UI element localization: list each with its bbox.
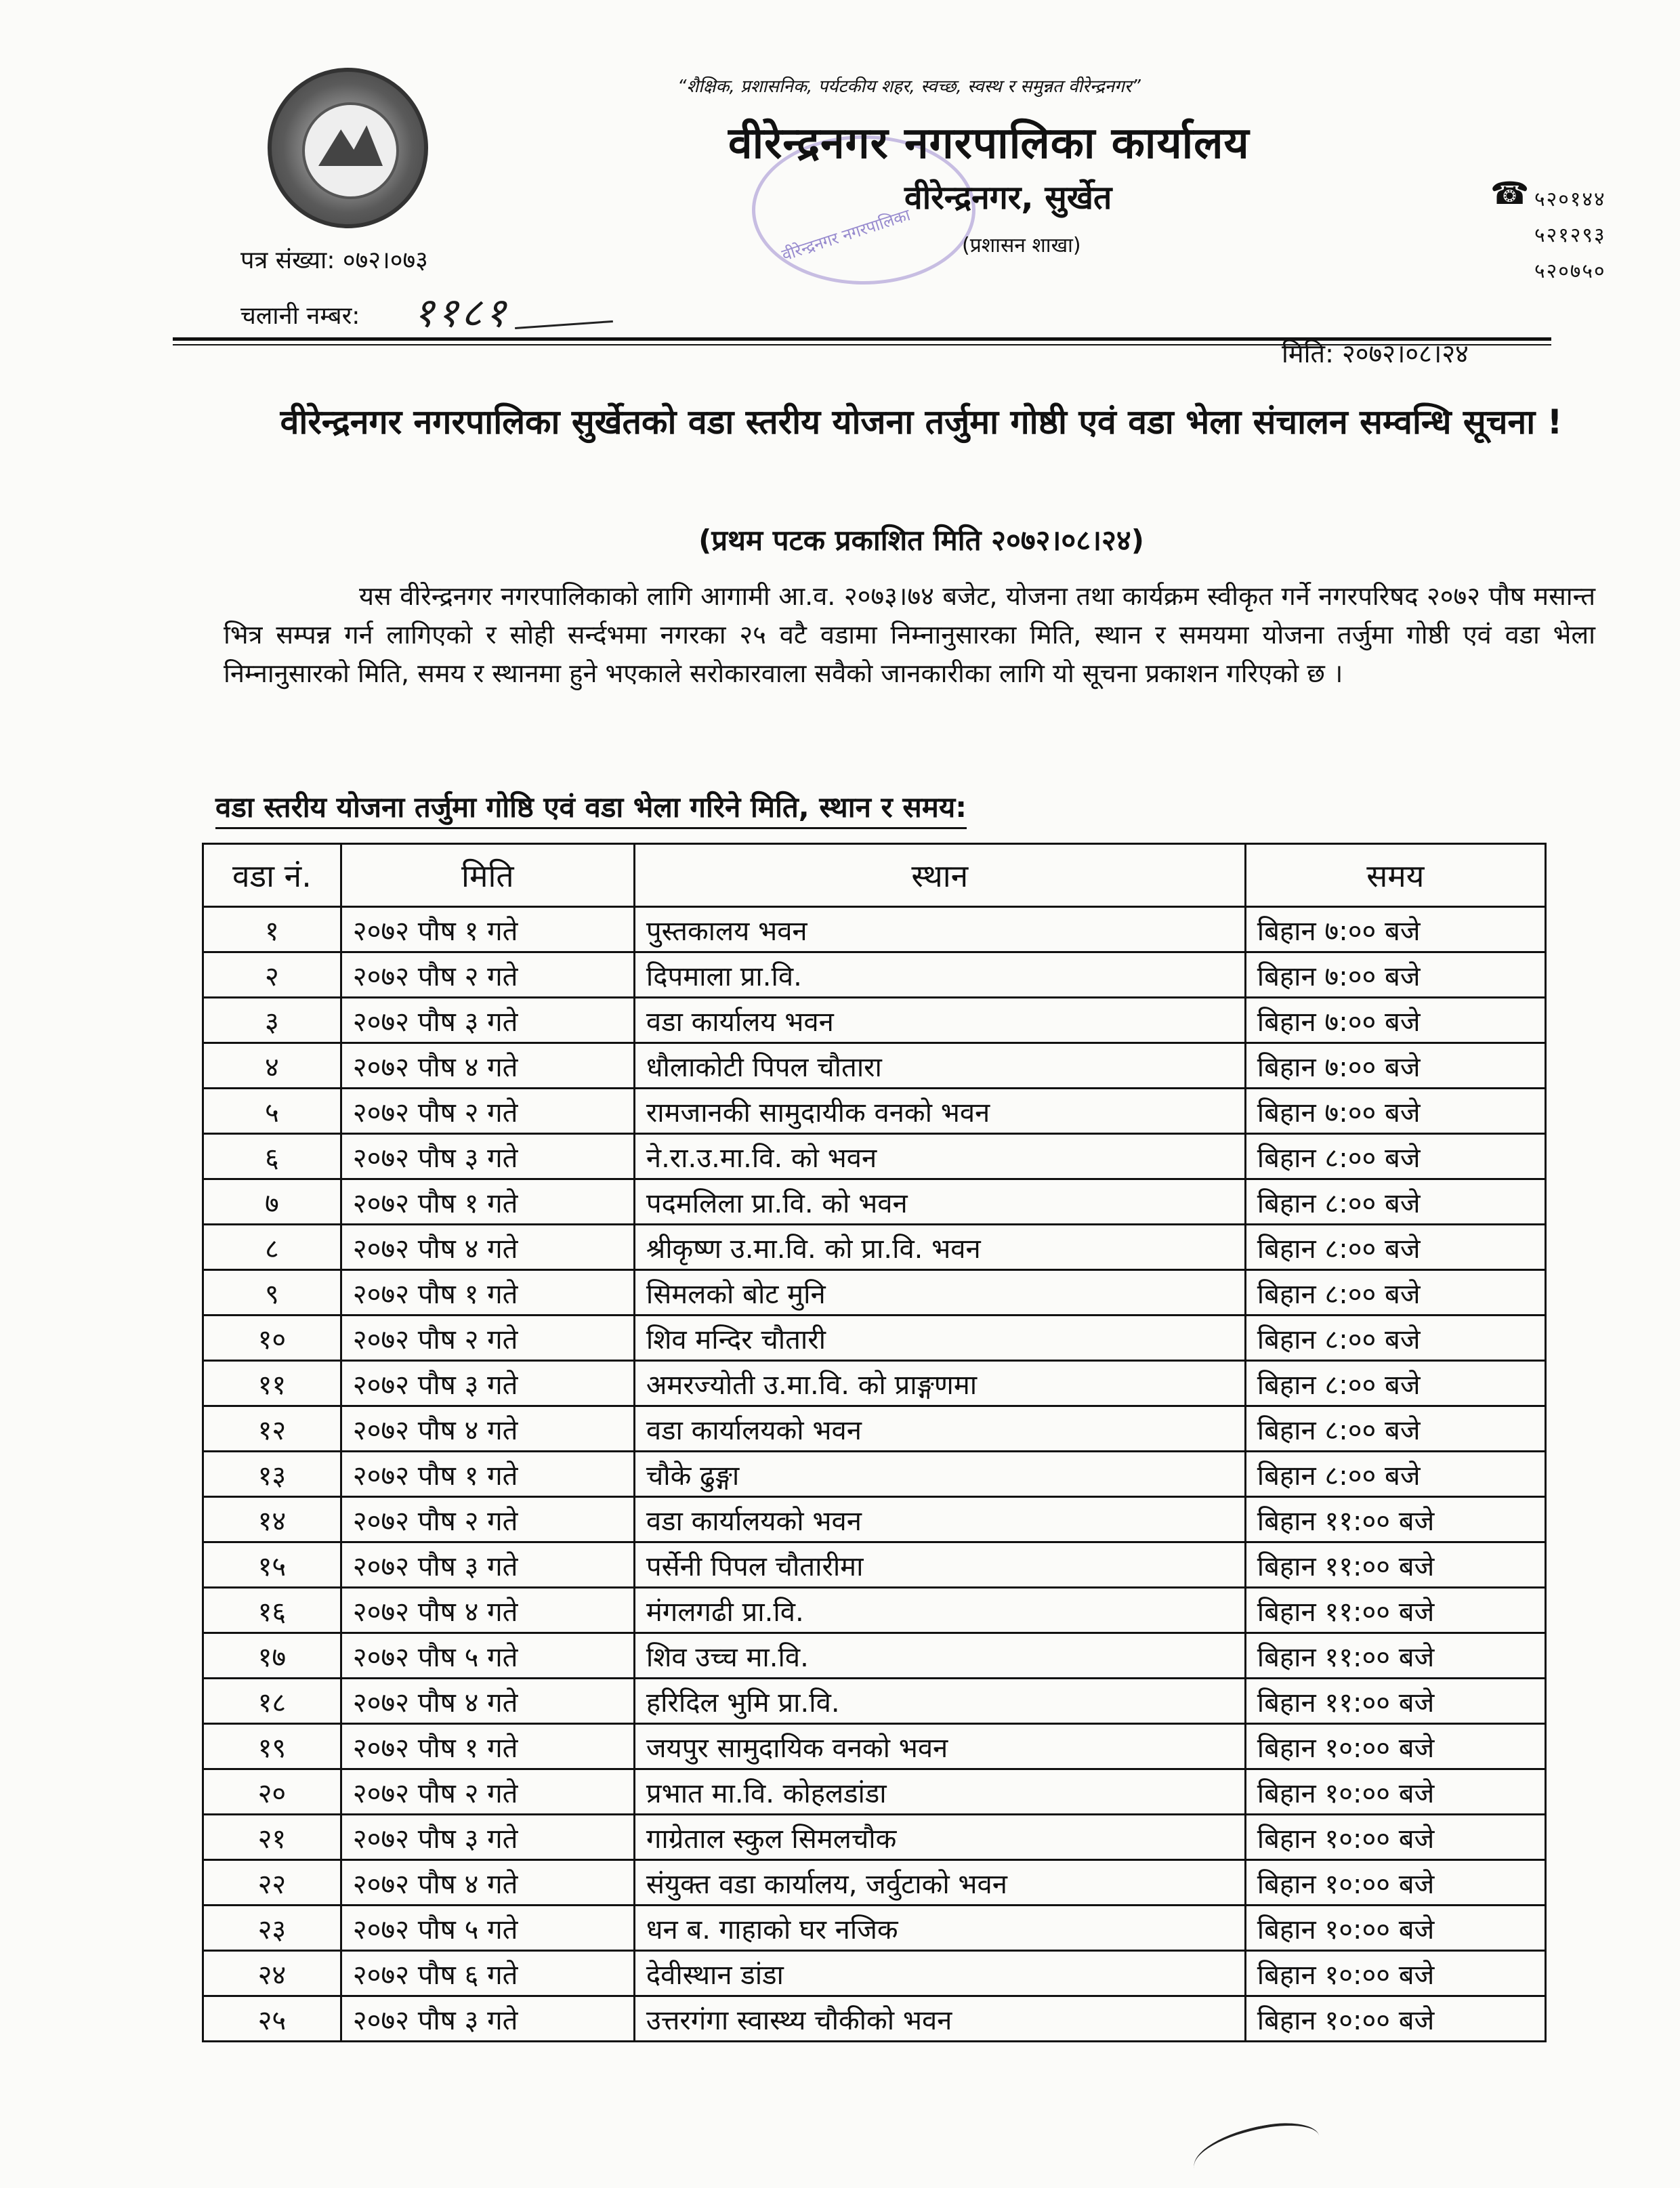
ward-no-cell: ७ [203,1179,341,1225]
table-row [203,1316,1546,1361]
handwritten-underline [515,320,613,329]
date-cell: २०७२ पौष ५ गते [341,1633,634,1679]
ward-no-cell: २५ [203,1996,341,2042]
time-cell: बिहान १०:०० बजे [1245,1724,1545,1769]
place-cell: वडा कार्यालयको भवन [634,1406,1245,1452]
table-row [203,1406,1546,1452]
motto: “शैक्षिक, प्रशासनिक, पर्यटकीय शहर, स्वच्छ, स्वस्थ र समुन्नत वीरेन्द्रनगर” [677,77,1141,97]
telephone-icon: ☎ [1490,175,1530,211]
place-cell: देवीस्थान डांडा [634,1951,1245,1996]
time-cell: बिहान ७:०० बजे [1245,1089,1545,1134]
table-row [203,1633,1546,1679]
ward-no-cell: ६ [203,1134,341,1179]
place-cell: संयुक्त वडा कार्यालय, जर्वुटाको भवन [634,1860,1245,1906]
date-cell: २०७२ पौष ३ गते [341,1134,634,1179]
ward-no-cell: २४ [203,1951,341,1996]
ward-no-cell: १७ [203,1633,341,1679]
date-cell: २०७२ पौष २ गते [341,1316,634,1361]
date-cell: २०७२ पौष ६ गते [341,1951,634,1996]
date-cell: २०७२ पौष ४ गते [341,1225,634,1270]
time-cell: बिहान ११:०० बजे [1245,1588,1545,1633]
header-time: समय [1245,844,1545,907]
ward-no-cell: १० [203,1316,341,1361]
time-cell: बिहान ७:०० बजे [1245,1043,1545,1089]
table-row [203,1361,1546,1406]
dispatch-label: चलानी नम्बर: [240,302,360,330]
notice-body: यस वीरेन्द्रनगर नगरपालिकाको लागि आगामी आ.व. २०७३।७४ बजेट, योजना तथा कार्यक्रम स्वीकृत गर्ने नगरपरिषद २०७२ पौष मसान्त भित्र सम्पन्न गर्न लागिएको र सोही सर्न्दभमा नगरका २५ वटै वडामा निम्नानुसारका मिति, स्थान र समयमा योजना तर्जुमा गोष्ठी एवं वडा भेला निम्नानुसारको मिति, समय र स्थानमा हुने भएकाले सरोकारवाला सवैको जानकारीका लागि यो सूचना प्रकाशन गरिएको छ । [224,581,1595,688]
table-row [203,1043,1546,1089]
place-cell: मंगलगढी प्रा.वि. [634,1588,1245,1633]
place-cell: प्रभात मा.वि. कोहलडांडा [634,1769,1245,1815]
place-cell: शिव उच्च मा.वि. [634,1633,1245,1679]
header-date: मिति [341,844,634,907]
place-cell: जयपुर सामुदायिक वनको भवन [634,1724,1245,1769]
place-cell: चौके ढुङ्गा [634,1452,1245,1497]
schedule-rows [203,907,1546,2042]
ward-no-cell: २१ [203,1815,341,1860]
dispatch-number-handwritten: ११८१ [413,289,509,337]
time-cell: बिहान ८:०० बजे [1245,1452,1545,1497]
ward-no-cell: १५ [203,1542,341,1588]
time-cell: बिहान ८:०० बजे [1245,1134,1545,1179]
time-cell: बिहान १०:०० बजे [1245,1815,1545,1860]
place-cell: दिपमाला प्रा.वि. [634,952,1245,998]
date-cell: २०७२ पौष ३ गते [341,1815,634,1860]
table-row [203,952,1546,998]
table-row [203,1089,1546,1134]
emblem-mountain-icon [302,102,399,199]
ward-no-cell: १३ [203,1452,341,1497]
place-cell: पदमलिला प्रा.वि. को भवन [634,1179,1245,1225]
table-row [203,998,1546,1043]
place-cell: धन ब. गाहाको घर नजिक [634,1906,1245,1951]
ward-no-cell: ८ [203,1225,341,1270]
table-row [203,1724,1546,1769]
place-cell: धौलाकोटी पिपल चौतारा [634,1043,1245,1089]
phone-number-1: ५२०१४४ [1534,188,1606,211]
table-row [203,1906,1546,1951]
date-cell: २०७२ पौष २ गते [341,1769,634,1815]
ward-no-cell: १२ [203,1406,341,1452]
date-cell: २०७२ पौष २ गते [341,952,634,998]
date-cell: २०७२ पौष ४ गते [341,1679,634,1724]
date-cell: २०७२ पौष ३ गते [341,1542,634,1588]
stamp-text: वीरेन्द्रनगर नगरपालिका [779,205,913,265]
nepal-emblem-logo [268,68,428,228]
ward-no-cell: २२ [203,1860,341,1906]
table-heading: वडा स्तरीय योजना तर्जुमा गोष्ठि एवं वडा भेला गरिने मिति, स्थान र समय: [215,787,967,829]
reference-number: पत्र संख्या: ०७२।०७३ [240,247,428,274]
date-cell: २०७२ पौष ५ गते [341,1906,634,1951]
time-cell: बिहान ११:०० बजे [1245,1633,1545,1679]
date-cell: २०७२ पौष ४ गते [341,1406,634,1452]
branch-name: (प्रशासन शाखा) [962,234,1081,257]
time-cell: बिहान ७:०० बजे [1245,907,1545,952]
date-cell: २०७२ पौष ४ गते [341,1043,634,1089]
ward-no-cell: २ [203,952,341,998]
ward-no-cell: १८ [203,1679,341,1724]
date-cell: २०७२ पौष १ गते [341,907,634,952]
time-cell: बिहान ११:०० बजे [1245,1679,1545,1724]
place-cell: ने.रा.उ.मा.वि. को भवन [634,1134,1245,1179]
date-cell: २०७२ पौष ३ गते [341,1996,634,2042]
time-cell: बिहान ११:०० बजे [1245,1542,1545,1588]
date-cell: २०७२ पौष ४ गते [341,1588,634,1633]
ward-no-cell: १४ [203,1497,341,1542]
office-address: वीरेन्द्रनगर, सुर्खेत [904,179,1112,217]
table-row [203,1542,1546,1588]
place-cell: अमरज्योती उ.मा.वि. को प्राङ्गणमा [634,1361,1245,1406]
time-cell: बिहान ८:०० बजे [1245,1406,1545,1452]
table-row [203,1860,1546,1906]
time-cell: बिहान १०:०० बजे [1245,1996,1545,2042]
header-place: स्थान [634,844,1245,907]
table-row [203,1815,1546,1860]
notice-subtitle: (प्रथम पटक प्रकाशित मिति २०७२।०८।२४) [698,524,1144,557]
ward-no-cell: ३ [203,998,341,1043]
signature-mark [1189,2116,1324,2188]
place-cell: वडा कार्यालयको भवन [634,1497,1245,1542]
ward-no-cell: १९ [203,1724,341,1769]
time-cell: बिहान १०:०० बजे [1245,1906,1545,1951]
ward-no-cell: ११ [203,1361,341,1406]
table-row [203,1179,1546,1225]
notice-title: वीरेन्द्रनगर नगरपालिका सुर्खेतको वडा स्तरीय योजना तर्जुमा गोष्ठी एवं वडा भेला संचालन सम्वन्धि सूचना ! [280,402,1563,442]
ward-no-cell: ४ [203,1043,341,1089]
header-ward-no: वडा नं. [203,844,341,907]
time-cell: बिहान ८:०० बजे [1245,1179,1545,1225]
place-cell: उत्तरगंगा स्वास्थ्य चौकीको भवन [634,1996,1245,2042]
office-name: वीरेन्द्रनगर नगरपालिका कार्यालय [728,119,1250,169]
place-cell: श्रीकृष्ण उ.मा.वि. को प्रा.वि. भवन [634,1225,1245,1270]
date-cell: २०७२ पौष २ गते [341,1089,634,1134]
date-cell: २०७२ पौष ४ गते [341,1860,634,1906]
date-cell: २०७२ पौष १ गते [341,1179,634,1225]
schedule-table [202,843,1547,2042]
time-cell: बिहान ८:०० बजे [1245,1316,1545,1361]
ward-no-cell: २३ [203,1906,341,1951]
place-cell: रामजानकी सामुदायीक वनको भवन [634,1089,1245,1134]
place-cell: सिमलको बोट मुनि [634,1270,1245,1316]
time-cell: बिहान ७:०० बजे [1245,952,1545,998]
table-header-row [203,844,1546,907]
date-cell: २०७२ पौष ३ गते [341,998,634,1043]
table-row [203,907,1546,952]
date-cell: २०७२ पौष १ गते [341,1724,634,1769]
table-row [203,1134,1546,1179]
letter-date: मिति: २०७२।०८।२४ [1282,339,1469,369]
time-cell: बिहान ८:०० बजे [1245,1225,1545,1270]
table-row [203,1225,1546,1270]
place-cell: पुस्तकालय भवन [634,907,1245,952]
date-cell: २०७२ पौष २ गते [341,1497,634,1542]
table-row [203,1497,1546,1542]
time-cell: बिहान ११:०० बजे [1245,1497,1545,1542]
table-row [203,1951,1546,1996]
place-cell: शिव मन्दिर चौतारी [634,1316,1245,1361]
time-cell: बिहान ७:०० बजे [1245,998,1545,1043]
date-cell: २०७२ पौष ३ गते [341,1361,634,1406]
place-cell: वडा कार्यालय भवन [634,998,1245,1043]
ward-no-cell: १ [203,907,341,952]
date-cell: २०७२ पौष १ गते [341,1452,634,1497]
phone-number-3: ५२०७५० [1534,259,1606,283]
date-cell: २०७२ पौष १ गते [341,1270,634,1316]
table-row [203,1588,1546,1633]
ward-no-cell: २० [203,1769,341,1815]
table-row [203,1996,1546,2042]
place-cell: गाग्रेताल स्कुल सिमलचौक [634,1815,1245,1860]
time-cell: बिहान १०:०० बजे [1245,1769,1545,1815]
ward-no-cell: १६ [203,1588,341,1633]
table-row [203,1452,1546,1497]
place-cell: हरिदिल भुमि प्रा.वि. [634,1679,1245,1724]
ward-no-cell: ५ [203,1089,341,1134]
table-row [203,1769,1546,1815]
time-cell: बिहान १०:०० बजे [1245,1860,1545,1906]
phone-number-2: ५२१२९३ [1534,224,1606,247]
time-cell: बिहान ८:०० बजे [1245,1361,1545,1406]
time-cell: बिहान ८:०० बजे [1245,1270,1545,1316]
table-row [203,1679,1546,1724]
time-cell: बिहान १०:०० बजे [1245,1951,1545,1996]
ward-no-cell: ९ [203,1270,341,1316]
place-cell: पर्सेनी पिपल चौतारीमा [634,1542,1245,1588]
table-row [203,1270,1546,1316]
